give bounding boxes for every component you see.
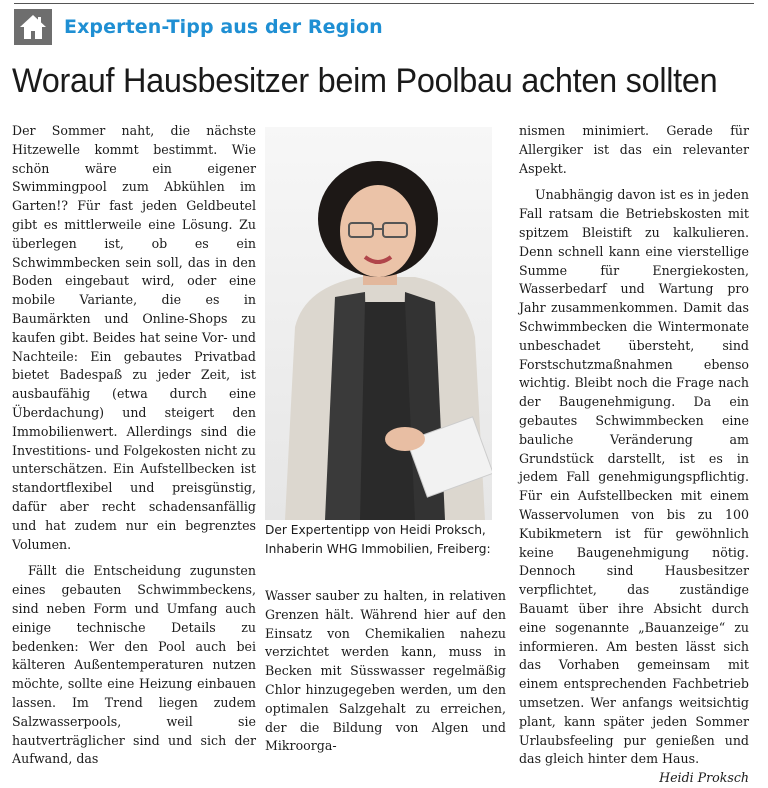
- house-icon: [14, 9, 52, 45]
- article-headline: Worauf Hausbesitzer beim Poolbau achten sollten: [12, 62, 718, 100]
- article-column-1: [12, 122, 256, 769]
- article-column-3: [519, 122, 749, 788]
- portrait-photo: [265, 127, 492, 520]
- paragraph: Fällt die Entscheidung zugunsten eines gebauten Schwimmbeckens, sind neben Form und Umfang auch einige technische Details zu bedenken: Wer den Pool auch bei kälteren Außentemperaturen nutzen möchte, sollte eine Heizung einbauen lassen. Im Trend liegen zudem Salzwasserpools, weil sie hautverträglicher sind und sich der Aufwand, das: [12, 563, 256, 767]
- paragraph: Der Sommer naht, die nächste Hitzewelle kommt bestimmt. Wie schön wäre ein eigener Swimmingpool zum Abkühlen im Garten!? Für fast jeden Geldbeutel gibt es mittlerweile eine Lösung. Zu überlegen ist, ob es ein Schwimmbecken sein soll, das in den Boden eingebaut wird, oder eine mobile Variante, die es in Baumärkten und Online-Shops zu kaufen gibt. Beides hat seine Vor- und Nachteile: Ein gebautes Privatbad bietet Badespaß zu jeder Zeit, ist ausbaufähig (etwa durch eine Überdachung) und steigert den Immobilienwert. Allerdings sind die Investitions- und Folgekosten nicht zu unterschätzen. Ein Aufstellbecken ist standortflexibel und preisgünstig, dafür aber recht schadensanfällig und hat zudem nur ein begrenztes Volumen.: [12, 123, 256, 552]
- paragraph: Wasser sauber zu halten, in relativen Grenzen hält. Während hier auf den Einsatz von Chemikalien nahezu verzichtet werden kann, muss in Becken mit Süsswasser regelmäßig Chlor hinzugegeben werden, um den optimalen Salzgehalt zu erreichen, der die Bildung von Algen und Mikroorga-: [265, 588, 506, 754]
- rubric-header: [14, 8, 383, 46]
- paragraph: nismen minimiert. Gerade für Allergiker ist das ein relevanter Aspekt.: [519, 123, 749, 176]
- top-rule: [14, 3, 754, 4]
- rubric-title: Experten-Tipp aus der Region: [64, 16, 383, 38]
- article-column-2: [265, 587, 506, 756]
- paragraph: Unabhängig davon ist es in jeden Fall ratsam die Betriebskosten mit spitzem Bleistift zu kalkulieren. Denn schnell kann eine vierstellige Summe für Energiekosten, Wasserbedarf und Wartung pro Jahr zusammenkommen. Damit das Schwimmbecken die Wintermonate unbeschadet übersteht, sind Forstschutzmaßnahmen ebenso wichtig. Bleibt noch die Frage nach der Baugenehmigung. Da ein gebautes Schwimmbecken eine bauliche Veränderung am Grundstück darstellt, ist es in jedem Fall genehmigungspflichtig. Für ein Aufstellbecken mit einem Wasservolumen von bis zu 100 Kubikmetern ist für gewöhnlich keine Baugenehmigung nötig. Dennoch sind Hausbesitzer verpflichtet, das zuständige Bauamt über ihre Absicht durch eine sogenannte „Bauanzeige“ zu informieren. Am besten lässt sich das Vorhaben gemeinsam mit einem entsprechenden Fachbetrieb umsetzen. Wer anfangs weitsichtig plant, kann später jeden Sommer Urlaubsfeeling pur genießen und das gleich hinter dem Haus.: [519, 187, 749, 767]
- photo-caption: Der Expertentipp von Heidi Proksch, Inhaberin WHG Immobilien, Freiberg:: [265, 523, 491, 556]
- author-signature: Heidi Proksch: [659, 770, 749, 786]
